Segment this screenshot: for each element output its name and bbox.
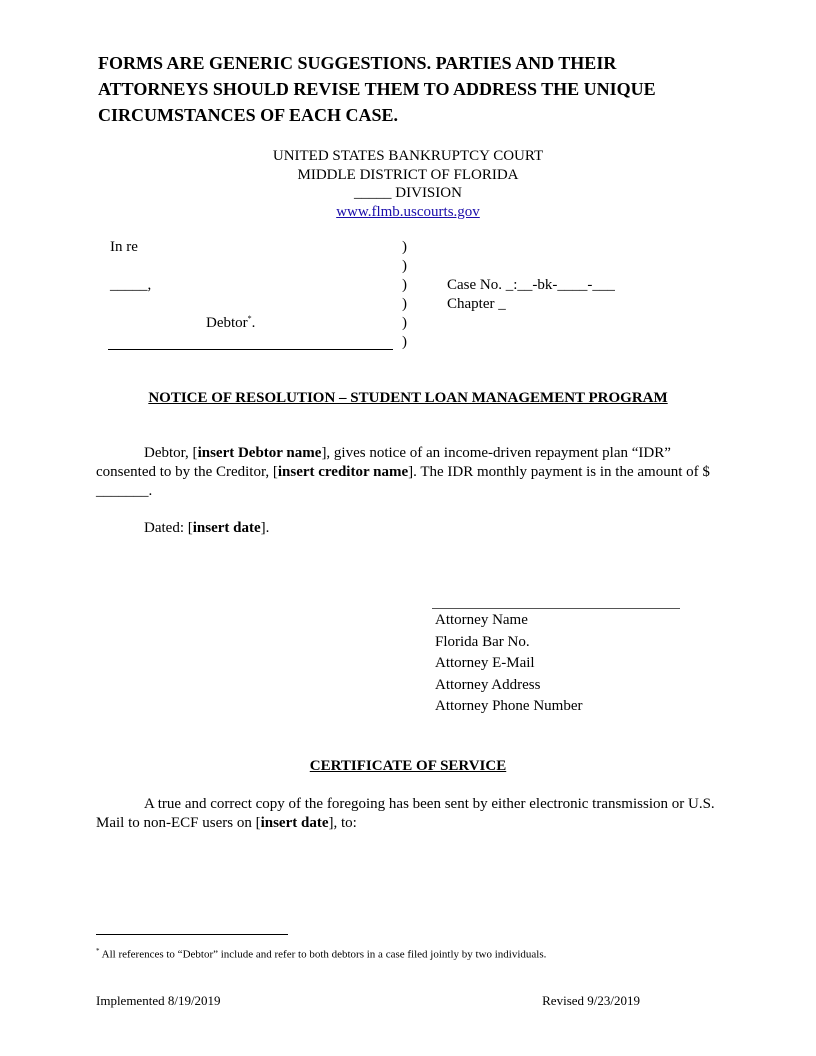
certificate-text: ], to:	[328, 815, 357, 831]
footnote-mark: *	[96, 947, 100, 955]
court-district: MIDDLE DISTRICT OF FLORIDA	[297, 166, 519, 183]
notice-text: ], gives notice of an income-driven repayment plan “IDR” consented to by the Creditor, [	[96, 445, 671, 480]
dated-text: Dated: [	[144, 520, 193, 536]
debtor-name-blank: _____,	[110, 277, 152, 293]
debtor-name-placeholder: insert Debtor name	[197, 445, 322, 461]
attorney-name: Attorney Name	[435, 612, 528, 628]
court-division: _____ DIVISION	[354, 185, 462, 201]
chapter-number: Chapter _	[447, 296, 506, 312]
notice-paragraph	[96, 444, 718, 501]
banner-line: CIRCUMSTANCES OF EACH CASE.	[98, 105, 399, 125]
debtor-label-line	[206, 314, 255, 332]
caption-paren: )	[402, 277, 407, 293]
creditor-name-placeholder: insert creditor name	[277, 464, 409, 480]
date-placeholder: insert date	[192, 520, 261, 536]
dated-line	[96, 519, 718, 538]
case-info	[447, 276, 615, 314]
court-header	[0, 147, 816, 221]
attorney-address: Attorney Address	[435, 676, 541, 693]
certificate-text: A true and correct copy of the foregoing has been sent by either electronic transmission or U.S. Mail to non-ECF users on [	[96, 796, 715, 831]
dated-text: ].	[260, 520, 270, 536]
caption-paren: )	[402, 258, 407, 274]
attorney-phone: Attorney Phone Number	[435, 698, 583, 715]
banner-line: ATTORNEYS SHOULD REVISE THEM TO ADDRESS THE UNIQUE	[98, 79, 656, 99]
debtor-label: Debtor	[206, 315, 248, 331]
caption-parentheses	[402, 238, 407, 352]
notice-text: ]. The IDR monthly payment is in the amount of $ _______.	[96, 464, 710, 499]
implemented-date: Implemented 8/19/2019	[96, 993, 221, 1008]
caption-paren: )	[402, 296, 407, 312]
date-placeholder: insert date	[260, 815, 329, 831]
case-caption-left	[110, 238, 151, 295]
caption-rule	[108, 349, 393, 350]
footnote-rule	[96, 934, 288, 935]
debtor-period: .	[251, 315, 256, 331]
caption-paren: )	[402, 239, 407, 255]
certificate-paragraph	[96, 795, 718, 833]
in-re-label: In re	[110, 239, 138, 255]
footnote-text: All references to “Debtor” include and refer to both debtors in a case filed jointly by two individuals.	[99, 948, 547, 961]
certificate-title: CERTIFICATE OF SERVICE	[309, 758, 507, 774]
signature-block	[435, 610, 582, 718]
court-name: UNITED STATES BANKRUPTCY COURT	[272, 148, 544, 164]
notice-title: NOTICE OF RESOLUTION – STUDENT LOAN MANAGEMENT PROGRAM	[148, 390, 668, 406]
court-website-link[interactable]: www.flmb.uscourts.gov	[336, 203, 480, 220]
banner-line: FORMS ARE GENERIC SUGGESTIONS. PARTIES AND THEIR	[98, 53, 617, 73]
footnote-reference-mark: *	[247, 314, 252, 323]
caption-paren: )	[402, 334, 407, 350]
generic-forms-banner	[98, 50, 738, 128]
case-number: Case No. _:__-bk-____-___	[447, 277, 615, 293]
revised-date: Revised 9/23/2019	[542, 993, 640, 1008]
signature-rule	[432, 608, 680, 609]
caption-paren: )	[402, 315, 407, 331]
notice-text: Debtor, [	[144, 445, 198, 461]
florida-bar-number: Florida Bar No.	[435, 633, 530, 650]
attorney-email: Attorney E-Mail	[435, 655, 535, 672]
footnote	[96, 947, 546, 961]
